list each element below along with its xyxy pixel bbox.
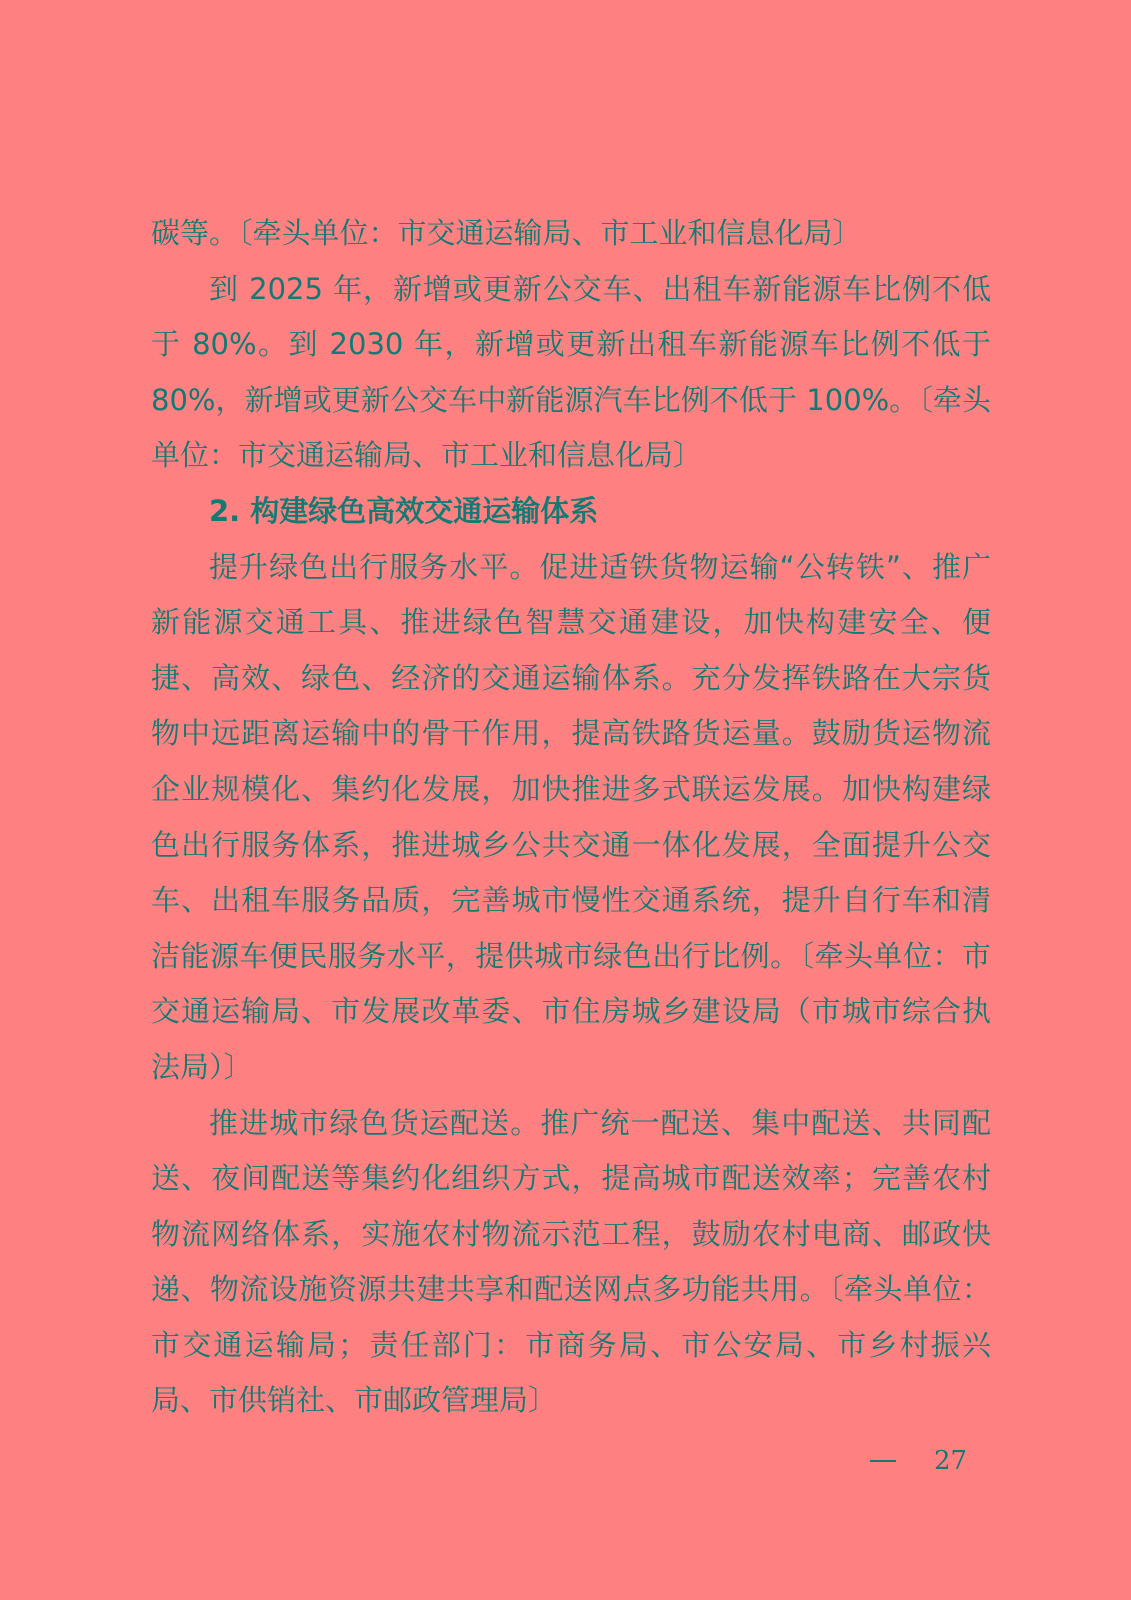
document-body <box>151 206 991 1429</box>
paragraph-carry-over: 碳等。〔牵头单位：市交通运输局、市工业和信息化局〕 <box>151 216 862 250</box>
paragraph-green-travel: 提升绿色出行服务水平。促进适铁货物运输“公转铁”、推广新能源交通工具、推进绿色智慧交通建设，加快构建安全、便捷、高效、绿色、经济的交通运输体系。充分发挥铁路在大宗货物中远距离运输中的骨干作用，提高铁路货运量。鼓励货运物流企业规模化、集约化发展，加快推进多式联运发展。加快构建绿色出行服务体系，推进城乡公共交通一体化发展，全面提升公交车、出租车服务品质，完善城市慢性交通系统，提升自行车和清洁能源车便民服务水平，提供城市绿色出行比例。〔牵头单位：市交通运输局、市发展改革委、市住房城乡建设局（市城市综合执法局）〕 <box>151 549 991 1084</box>
page-number: 27 <box>934 1446 968 1476</box>
paragraph-2025-targets: 到 2025 年，新增或更新公交车、出租车新能源车比例不低于 80%。到 2030 年，新增或更新出租车新能源车比例不低于 80%，新增或更新公交车中新能源汽车比例不低于 100%。〔牵头单位：市交通运输局、市工业和信息化局〕 <box>151 271 991 473</box>
paragraph-green-freight: 推进城市绿色货运配送。推广统一配送、集中配送、共同配送、夜间配送等集约化组织方式，提高城市配送效率；完善农村物流网络体系，实施农村物流示范工程，鼓励农村电商、邮政快递、物流设施资源共建共享和配送网点多功能共用。〔牵头单位：市交通运输局；责任部门：市商务局、市公安局、市乡村振兴局、市供销社、市邮政管理局〕 <box>151 1105 991 1418</box>
page-footer <box>870 1446 967 1476</box>
dash-mark <box>870 1460 896 1462</box>
section-heading: 2. 构建绿色高效交通运输体系 <box>209 493 599 528</box>
